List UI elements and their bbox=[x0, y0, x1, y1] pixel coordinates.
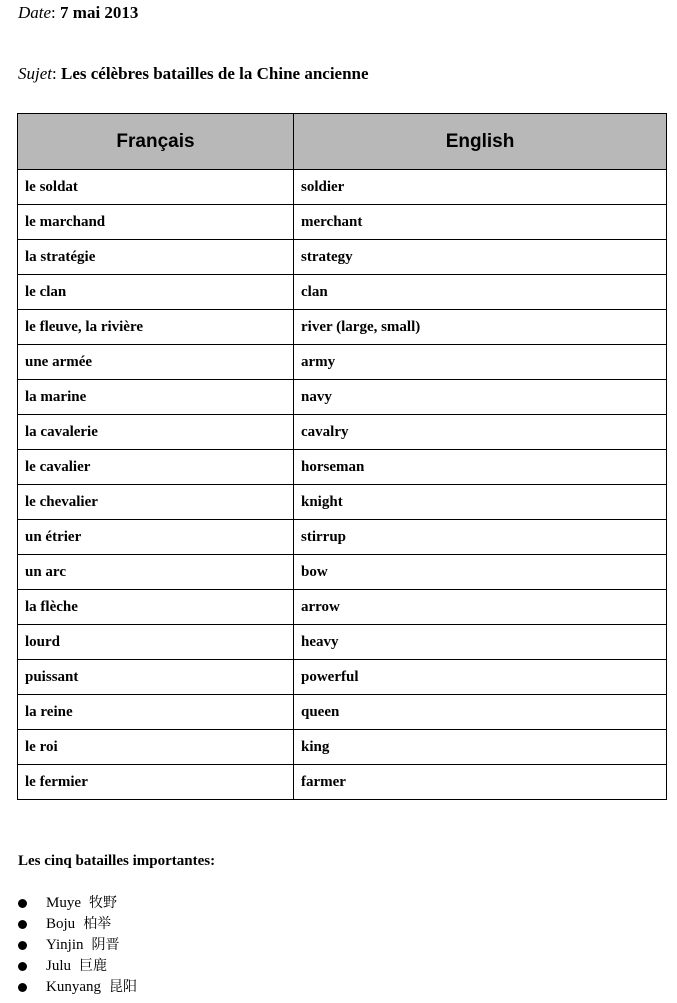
english-term-cell: navy bbox=[294, 380, 667, 415]
english-term-cell: powerful bbox=[294, 660, 667, 695]
table-row bbox=[18, 625, 667, 660]
table-row bbox=[18, 205, 667, 240]
english-term-cell: stirrup bbox=[294, 520, 667, 555]
french-term-cell: le fleuve, la rivière bbox=[18, 310, 294, 345]
table-row bbox=[18, 660, 667, 695]
column-header-english: English bbox=[294, 114, 667, 170]
english-term-cell: farmer bbox=[294, 765, 667, 800]
list-item bbox=[18, 977, 137, 998]
english-term-cell: clan bbox=[294, 275, 667, 310]
table-row bbox=[18, 380, 667, 415]
date-label: Date bbox=[18, 3, 52, 22]
english-term-cell: queen bbox=[294, 695, 667, 730]
french-term-cell: puissant bbox=[18, 660, 294, 695]
table-row bbox=[18, 310, 667, 345]
bullet-icon bbox=[18, 920, 27, 929]
french-term-cell: le chevalier bbox=[18, 485, 294, 520]
bullet-icon bbox=[18, 941, 27, 950]
english-term-cell: soldier bbox=[294, 170, 667, 205]
subject-line: Sujet: Les célèbres batailles de la Chine ancienne bbox=[18, 64, 369, 83]
english-term-cell: arrow bbox=[294, 590, 667, 625]
table-row bbox=[18, 170, 667, 205]
battle-hanzi: 昆阳 bbox=[109, 979, 137, 995]
table-row bbox=[18, 415, 667, 450]
table-row bbox=[18, 520, 667, 555]
list-item bbox=[18, 956, 137, 977]
battles-list bbox=[18, 893, 137, 998]
french-term-cell: le soldat bbox=[18, 170, 294, 205]
battle-name: Yinjin bbox=[46, 937, 84, 953]
french-term-cell: la marine bbox=[18, 380, 294, 415]
battles-heading: Les cinq batailles importantes: bbox=[18, 853, 216, 869]
english-term-cell: horseman bbox=[294, 450, 667, 485]
battle-name: Kunyang bbox=[46, 979, 101, 995]
date-value: 7 mai 2013 bbox=[60, 3, 139, 22]
vocabulary-table bbox=[17, 113, 667, 800]
table-row bbox=[18, 765, 667, 800]
french-term-cell: la flèche bbox=[18, 590, 294, 625]
french-term-cell: le marchand bbox=[18, 205, 294, 240]
english-term-cell: merchant bbox=[294, 205, 667, 240]
table-row bbox=[18, 485, 667, 520]
english-term-cell: knight bbox=[294, 485, 667, 520]
english-term-cell: army bbox=[294, 345, 667, 380]
english-term-cell: strategy bbox=[294, 240, 667, 275]
french-term-cell: le fermier bbox=[18, 765, 294, 800]
battle-hanzi: 巨鹿 bbox=[79, 958, 108, 974]
french-term-cell: la stratégie bbox=[18, 240, 294, 275]
vocabulary-table-body bbox=[18, 170, 667, 800]
list-item bbox=[18, 893, 137, 914]
french-term-cell: le roi bbox=[18, 730, 294, 765]
table-row bbox=[18, 450, 667, 485]
battle-name: Muye bbox=[46, 895, 81, 911]
battle-hanzi: 阴晋 bbox=[91, 937, 120, 953]
table-row bbox=[18, 240, 667, 275]
table-row bbox=[18, 275, 667, 310]
table-row bbox=[18, 345, 667, 380]
french-term-cell: un arc bbox=[18, 555, 294, 590]
list-item bbox=[18, 914, 137, 935]
english-term-cell: heavy bbox=[294, 625, 667, 660]
english-term-cell: bow bbox=[294, 555, 667, 590]
bullet-icon bbox=[18, 962, 27, 971]
bullet-icon bbox=[18, 983, 27, 992]
french-term-cell: le clan bbox=[18, 275, 294, 310]
subject-value: Les célèbres batailles de la Chine ancienne bbox=[60, 64, 369, 83]
french-term-cell: la reine bbox=[18, 695, 294, 730]
battle-hanzi: 牧野 bbox=[89, 895, 117, 911]
battle-hanzi: 柏举 bbox=[83, 916, 112, 932]
column-header-french: Français bbox=[18, 114, 294, 170]
table-header-row bbox=[18, 114, 667, 170]
date-line: Date: 7 mai 2013 bbox=[18, 3, 139, 22]
english-term-cell: king bbox=[294, 730, 667, 765]
table-row bbox=[18, 695, 667, 730]
english-term-cell: cavalry bbox=[294, 415, 667, 450]
battle-name: Julu bbox=[46, 958, 72, 974]
table-row bbox=[18, 555, 667, 590]
french-term-cell: un étrier bbox=[18, 520, 294, 555]
french-term-cell: lourd bbox=[18, 625, 294, 660]
battle-name: Boju bbox=[46, 916, 76, 932]
bullet-icon bbox=[18, 899, 27, 908]
table-row bbox=[18, 730, 667, 765]
english-term-cell: river (large, small) bbox=[294, 310, 667, 345]
french-term-cell: la cavalerie bbox=[18, 415, 294, 450]
subject-label: Sujet bbox=[18, 64, 52, 83]
french-term-cell: le cavalier bbox=[18, 450, 294, 485]
table-row bbox=[18, 590, 667, 625]
list-item bbox=[18, 935, 137, 956]
french-term-cell: une armée bbox=[18, 345, 294, 380]
